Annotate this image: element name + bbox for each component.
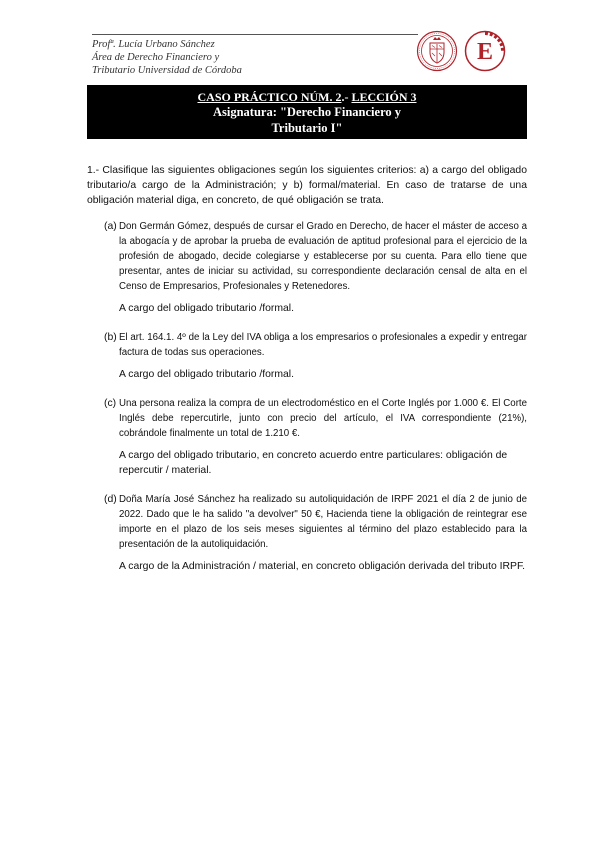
item-body <box>119 330 527 382</box>
case-title <box>87 90 527 104</box>
exercise-statement: 1.- Clasifique las siguientes obligaciones según los siguientes criterios: a) a cargo del obligado tributario/a cargo de la Administración; y b) formal/material. En caso de tratarse de una obligación material diga, en concreto, de qué obligación se trata. <box>87 165 527 206</box>
case-item-d <box>87 492 527 574</box>
case-item-a <box>87 219 527 316</box>
item-text: Doña María José Sánchez ha realizado su autoliquidación de IRPF 2021 el día 2 de junio de 2022. Dado que le ha salido "a devolver" 50 €, Hacienda tiene la obligación de reintegrar ese importe en el plazo de los seis meses siguientes al término del plazo establecido para la presentación de la autoliquidación. <box>119 494 527 550</box>
author-header <box>92 38 412 77</box>
item-label: (a) <box>104 221 117 232</box>
item-text: El art. 164.1. 4º de la Ley del IVA obliga a los empresarios o profesionales a expedir y entregar factura de todas sus operaciones. <box>119 332 527 358</box>
department-line1: Área de Derecho Financiero y <box>92 52 220 63</box>
title-box <box>87 85 527 139</box>
case-number: CASO PRÁCTICO NÚM. 2 <box>197 90 342 104</box>
exercise-content <box>87 163 527 588</box>
item-body <box>119 492 527 574</box>
subject-line2: Tributario I" <box>271 121 343 135</box>
subject-line1: Asignatura: "Derecho Financiero y <box>212 105 402 119</box>
item-answer: A cargo de la Administración / material, en concreto obligación derivada del tributo IRPF. <box>119 561 526 572</box>
item-text: Don Germán Gómez, después de cursar el Grado en Derecho, de hacer el máster de acceso a la abogacía y de aprobar la prueba de evaluación de aptitud profesional para el ejercicio de la profesión de abogado, decide colegiarse y establecerse por su cuenta. Para ello tiene que presentar, antes de iniciar su actividad, su correspondiente declaración censal de alta en el Censo de Empresarios, Profesionales y Retenedores. <box>119 221 527 292</box>
author-name: Profª. Lucía Urbano Sánchez <box>92 39 215 50</box>
item-label: (d) <box>104 494 117 505</box>
item-label: (c) <box>104 398 117 409</box>
case-item-c <box>87 396 527 478</box>
department-line2: Tributario Universidad de Córdoba <box>92 65 242 76</box>
title-separator: .- <box>341 90 352 104</box>
faculty-logo-icon <box>464 30 506 72</box>
item-label: (b) <box>104 332 117 343</box>
item-body <box>119 396 527 478</box>
university-seal-icon <box>416 30 458 72</box>
item-answer: A cargo del obligado tributario, en concreto acuerdo entre particulares: obligación de repercutir / material. <box>119 450 508 476</box>
item-answer: A cargo del obligado tributario /formal. <box>119 369 295 380</box>
faculty-logo-letter: E <box>476 39 494 65</box>
header-rule <box>92 34 418 35</box>
case-item-b <box>87 330 527 382</box>
item-text: Una persona realiza la compra de un electrodoméstico en el Corte Inglés por 1.000 €. El Corte Inglés debe repercutirle, junto con precio del artículo, el IVA correspondiente (21%), cobrándole finalmente un total de 1.210 €. <box>119 398 527 439</box>
lesson-number: LECCIÓN 3 <box>351 90 417 104</box>
item-body <box>119 219 527 316</box>
item-answer: A cargo del obligado tributario /formal. <box>119 303 295 314</box>
